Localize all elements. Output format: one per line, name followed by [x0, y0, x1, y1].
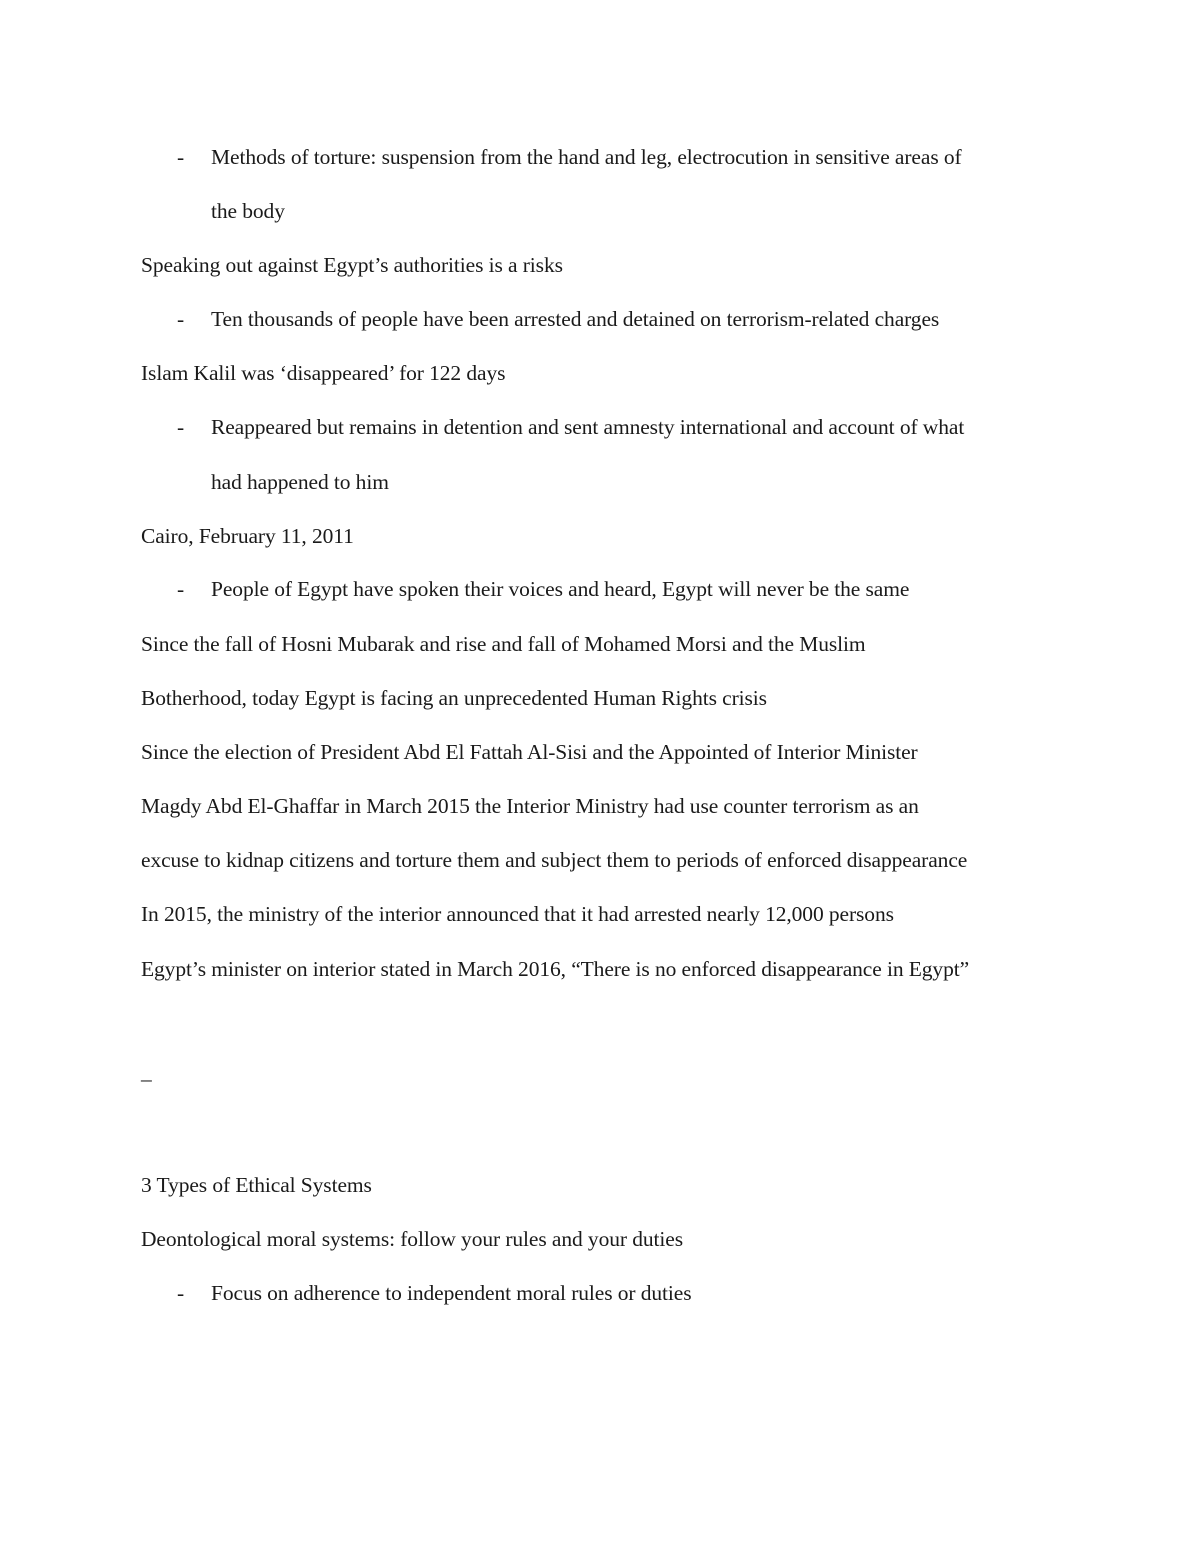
bullet-text: Ten thousands of people have been arrested and detained on terrorism-related charges	[211, 307, 940, 331]
paragraph-line: In 2015, the ministry of the interior announced that it had arrested nearly 12,000 persons	[141, 902, 894, 926]
separator-underscore: _	[141, 1060, 152, 1084]
paragraph-line: Botherhood, today Egypt is facing an unprecedented Human Rights crisis	[141, 686, 767, 710]
paragraph-line: Cairo, February 11, 2011	[141, 524, 354, 548]
bullet-continuation-text: the body	[211, 199, 285, 223]
bullet-marker: -	[177, 577, 185, 601]
bullet-text: People of Egypt have spoken their voices and heard, Egypt will never be the same	[211, 577, 910, 601]
paragraph-line: Since the election of President Abd El Fattah Al-Sisi and the Appointed of Interior Minister	[141, 740, 918, 764]
bullet-text: Methods of torture: suspension from the hand and leg, electrocution in sensitive areas of	[211, 145, 962, 169]
paragraph-line: Deontological moral systems: follow your rules and your duties	[141, 1227, 683, 1251]
bullet-text: Focus on adherence to independent moral rules or duties	[211, 1281, 692, 1305]
paragraph-line: Magdy Abd El-Ghaffar in March 2015 the Interior Ministry had use counter terrorism as an	[141, 794, 919, 818]
paragraph-line: excuse to kidnap citizens and torture them and subject them to periods of enforced disappearance	[141, 848, 968, 872]
paragraph-line: Islam Kalil was ‘disappeared’ for 122 days	[141, 361, 506, 385]
bullet-marker: -	[177, 307, 185, 331]
paragraph-line: Since the fall of Hosni Mubarak and rise and fall of Mohamed Morsi and the Muslim	[141, 632, 866, 656]
bullet-marker: -	[177, 1281, 185, 1305]
bullet-marker: -	[177, 415, 185, 439]
paragraph-line: Egypt’s minister on interior stated in March 2016, “There is no enforced disappearance in Egypt”	[141, 957, 970, 981]
bullet-marker: -	[177, 145, 185, 169]
section-heading: 3 Types of Ethical Systems	[141, 1173, 372, 1197]
bullet-continuation-text: had happened to him	[211, 470, 389, 494]
bullet-text: Reappeared but remains in detention and sent amnesty international and account of what	[211, 415, 965, 439]
paragraph-line: Speaking out against Egypt’s authorities is a risks	[141, 253, 563, 277]
